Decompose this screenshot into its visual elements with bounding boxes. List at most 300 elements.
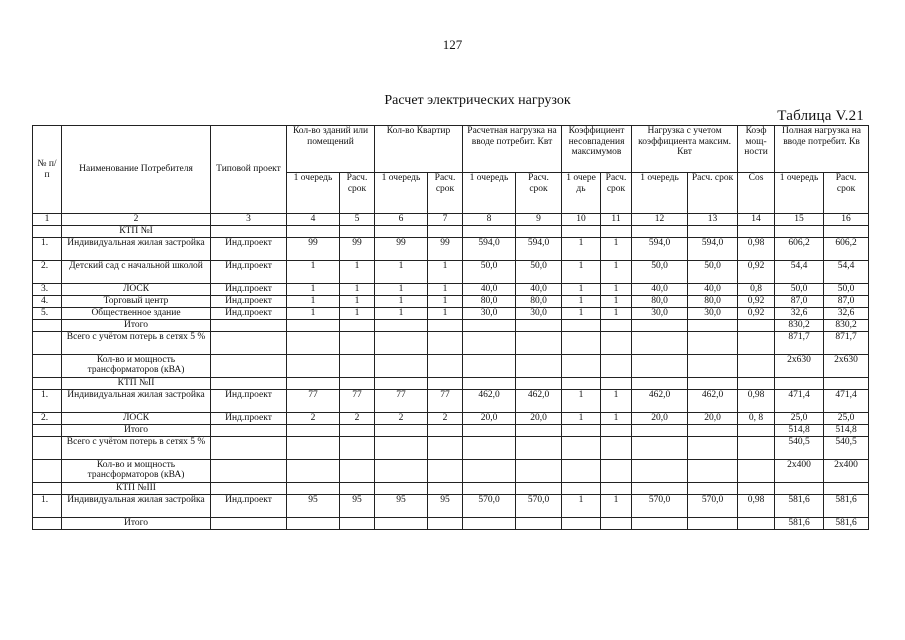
- total-value: 871,7: [775, 331, 824, 354]
- sub-calc: Расч. срок: [340, 173, 375, 214]
- empty-cell: [516, 377, 562, 389]
- empty-cell: [632, 377, 688, 389]
- empty-cell: [211, 377, 287, 389]
- table-cell: 30,0: [516, 307, 562, 319]
- empty-cell: [375, 482, 428, 494]
- empty-cell: [562, 225, 601, 237]
- table-cell: 1: [562, 412, 601, 424]
- empty-cell: [738, 331, 775, 354]
- table-cell: 0,92: [738, 295, 775, 307]
- empty-cell: [738, 354, 775, 377]
- empty-cell: [340, 331, 375, 354]
- empty-cell: [738, 459, 775, 482]
- empty-cell: [428, 424, 463, 436]
- empty-cell: [601, 436, 632, 459]
- table-cell: 594,0: [632, 237, 688, 260]
- table-cell: 2: [375, 412, 428, 424]
- empty-cell: [824, 377, 869, 389]
- empty-cell: [287, 517, 340, 529]
- table-cell: 1.: [33, 237, 62, 260]
- empty-cell: [428, 459, 463, 482]
- total-label: Итого: [62, 424, 211, 436]
- total-label: Итого: [62, 319, 211, 331]
- empty-cell: [562, 482, 601, 494]
- table-caption: Таблица V.21: [777, 108, 864, 124]
- empty-cell: [775, 225, 824, 237]
- sub-calc: Расч. срок: [688, 173, 738, 214]
- table-cell: 77: [340, 389, 375, 412]
- empty-cell: [601, 459, 632, 482]
- table-cell: 1: [562, 295, 601, 307]
- table-cell: 87,0: [824, 295, 869, 307]
- total-value: 830,2: [775, 319, 824, 331]
- header-coef-mismatch: Коэффициент несовпадения максимумов: [562, 126, 632, 173]
- table-cell: 1: [428, 295, 463, 307]
- table-cell: 462,0: [463, 389, 516, 412]
- table-cell: 570,0: [632, 494, 688, 517]
- empty-cell: [516, 459, 562, 482]
- table-cell: 1: [287, 283, 340, 295]
- sub-q1: 1 очере дь: [562, 173, 601, 214]
- table-cell: 0,92: [738, 260, 775, 283]
- total-value: 2x630: [775, 354, 824, 377]
- table-cell: 570,0: [463, 494, 516, 517]
- table-cell: 594,0: [463, 237, 516, 260]
- empty-cell: [516, 436, 562, 459]
- empty-cell: [516, 354, 562, 377]
- column-number-cell: 4: [287, 214, 340, 226]
- column-number-cell: 11: [601, 214, 632, 226]
- empty-cell: [428, 225, 463, 237]
- table-cell: 40,0: [632, 283, 688, 295]
- empty-cell: [375, 354, 428, 377]
- empty-cell: [287, 482, 340, 494]
- empty-cell: [428, 436, 463, 459]
- table-cell: 20,0: [463, 412, 516, 424]
- table-cell: 20,0: [632, 412, 688, 424]
- empty-cell: [516, 319, 562, 331]
- table-cell: 2: [428, 412, 463, 424]
- empty-cell: [775, 482, 824, 494]
- empty-cell: [562, 459, 601, 482]
- empty-cell: [688, 377, 738, 389]
- header-apartments: Кол-во Квартир: [375, 126, 463, 173]
- table-cell: 2.: [33, 260, 62, 283]
- table-cell: 95: [375, 494, 428, 517]
- empty-cell: [463, 225, 516, 237]
- column-number-row: [33, 214, 869, 226]
- table-row: [33, 237, 869, 260]
- empty-cell: [463, 319, 516, 331]
- empty-cell: [340, 517, 375, 529]
- total-row: [33, 459, 869, 482]
- empty-cell: [375, 331, 428, 354]
- section-label: КТП №III: [62, 482, 211, 494]
- header-num: № п/п: [33, 126, 62, 214]
- empty-cell: [340, 319, 375, 331]
- table-cell: 462,0: [632, 389, 688, 412]
- electrical-loads-table: [32, 125, 869, 530]
- total-row: [33, 331, 869, 354]
- table-cell: 1: [562, 260, 601, 283]
- table-row: [33, 307, 869, 319]
- total-row: [33, 319, 869, 331]
- column-number-cell: 1: [33, 214, 62, 226]
- table-cell: 50,0: [824, 283, 869, 295]
- document-title: Расчет электрических нагрузок: [384, 93, 571, 108]
- empty-cell: [340, 436, 375, 459]
- table-cell: 1: [340, 260, 375, 283]
- empty-cell: [738, 517, 775, 529]
- empty-cell: [688, 482, 738, 494]
- empty-cell: [340, 225, 375, 237]
- empty-cell: [287, 436, 340, 459]
- total-value: 871,7: [824, 331, 869, 354]
- empty-cell: [33, 459, 62, 482]
- sub-q1: 1 очередь: [375, 173, 428, 214]
- table-cell: 1: [601, 494, 632, 517]
- empty-cell: [601, 331, 632, 354]
- table-cell: Инд.проект: [211, 307, 287, 319]
- empty-cell: [211, 225, 287, 237]
- empty-cell: [375, 225, 428, 237]
- table-cell: 80,0: [632, 295, 688, 307]
- empty-cell: [211, 319, 287, 331]
- table-cell: 1: [428, 283, 463, 295]
- table-cell: 1: [287, 260, 340, 283]
- table-cell: 99: [375, 237, 428, 260]
- table-cell: 0,8: [738, 283, 775, 295]
- consumer-name: ЛОСК: [62, 283, 211, 295]
- table-cell: Инд.проект: [211, 389, 287, 412]
- empty-cell: [428, 319, 463, 331]
- table-cell: 30,0: [463, 307, 516, 319]
- table-cell: 581,6: [775, 494, 824, 517]
- table-cell: 1: [375, 260, 428, 283]
- header-row: [33, 126, 869, 173]
- empty-cell: [516, 331, 562, 354]
- sub-calc: Расч. срок: [601, 173, 632, 214]
- section-row: [33, 377, 869, 389]
- empty-cell: [211, 331, 287, 354]
- header-name: Наименование Потребителя: [62, 126, 211, 214]
- table-cell: 77: [287, 389, 340, 412]
- sub-calc: Расч. срок: [516, 173, 562, 214]
- table-cell: 1: [340, 295, 375, 307]
- total-value: 540,5: [775, 436, 824, 459]
- total-value: 830,2: [824, 319, 869, 331]
- total-value: 581,6: [824, 517, 869, 529]
- empty-cell: [428, 377, 463, 389]
- empty-cell: [562, 424, 601, 436]
- sub-q1: 1 очередь: [775, 173, 824, 214]
- empty-cell: [632, 319, 688, 331]
- table-cell: 471,4: [775, 389, 824, 412]
- table-cell: 77: [375, 389, 428, 412]
- table-cell: 570,0: [688, 494, 738, 517]
- table-cell: 40,0: [688, 283, 738, 295]
- empty-cell: [463, 424, 516, 436]
- empty-cell: [738, 319, 775, 331]
- header-load-coef: Нагрузка с учетом коэффициента максим. Квт: [632, 126, 738, 173]
- table-cell: 95: [287, 494, 340, 517]
- sub-q1: 1 очередь: [632, 173, 688, 214]
- table-cell: 54,4: [824, 260, 869, 283]
- total-value: 581,6: [775, 517, 824, 529]
- empty-cell: [824, 225, 869, 237]
- total-value: 514,8: [824, 424, 869, 436]
- empty-cell: [428, 482, 463, 494]
- empty-cell: [562, 377, 601, 389]
- table-cell: 40,0: [463, 283, 516, 295]
- table-cell: 1: [562, 307, 601, 319]
- table-cell: 594,0: [688, 237, 738, 260]
- table-cell: 1.: [33, 389, 62, 412]
- empty-cell: [463, 354, 516, 377]
- empty-cell: [632, 331, 688, 354]
- empty-cell: [211, 436, 287, 459]
- empty-cell: [632, 459, 688, 482]
- table-cell: 4.: [33, 295, 62, 307]
- total-row: [33, 436, 869, 459]
- table-cell: 1: [375, 283, 428, 295]
- table-cell: 1: [375, 307, 428, 319]
- table-cell: 95: [428, 494, 463, 517]
- table-cell: 80,0: [688, 295, 738, 307]
- empty-cell: [375, 459, 428, 482]
- consumer-name: Торговый центр: [62, 295, 211, 307]
- table-cell: 32,6: [775, 307, 824, 319]
- table-cell: 0,92: [738, 307, 775, 319]
- table-cell: 1: [428, 260, 463, 283]
- table-cell: Инд.проект: [211, 260, 287, 283]
- empty-cell: [33, 354, 62, 377]
- table-cell: 1: [601, 389, 632, 412]
- header-full-load: Полная нагрузка на вводе потребит. Кв: [775, 126, 869, 173]
- sub-cos: Cos: [738, 173, 775, 214]
- table-cell: 606,2: [775, 237, 824, 260]
- table-cell: 1: [601, 283, 632, 295]
- empty-cell: [375, 517, 428, 529]
- table-cell: 50,0: [632, 260, 688, 283]
- empty-cell: [211, 459, 287, 482]
- sub-calc: Расч. срок: [428, 173, 463, 214]
- empty-cell: [33, 482, 62, 494]
- header-project: Типовой проект: [211, 126, 287, 214]
- empty-cell: [688, 517, 738, 529]
- table-cell: 1: [287, 307, 340, 319]
- column-number-cell: 10: [562, 214, 601, 226]
- table-cell: 581,6: [824, 494, 869, 517]
- column-number-cell: 5: [340, 214, 375, 226]
- column-number-cell: 12: [632, 214, 688, 226]
- column-number-cell: 2: [62, 214, 211, 226]
- empty-cell: [211, 354, 287, 377]
- total-label: Кол-во и мощность трансформаторов (кВА): [62, 354, 211, 377]
- empty-cell: [562, 517, 601, 529]
- empty-cell: [287, 377, 340, 389]
- sub-calc: Расч. срок: [824, 173, 869, 214]
- empty-cell: [738, 424, 775, 436]
- sub-q1: 1 очередь: [463, 173, 516, 214]
- table-cell: 0,98: [738, 389, 775, 412]
- table-cell: 20,0: [688, 412, 738, 424]
- empty-cell: [516, 482, 562, 494]
- empty-cell: [632, 482, 688, 494]
- table-cell: 1: [340, 307, 375, 319]
- table-cell: 1: [428, 307, 463, 319]
- table-row: [33, 389, 869, 412]
- empty-cell: [632, 436, 688, 459]
- empty-cell: [632, 354, 688, 377]
- total-value: 2x630: [824, 354, 869, 377]
- table-cell: Инд.проект: [211, 283, 287, 295]
- consumer-name: Детский сад с начальной школой: [62, 260, 211, 283]
- empty-cell: [601, 319, 632, 331]
- empty-cell: [33, 517, 62, 529]
- empty-cell: [375, 319, 428, 331]
- table-cell: 1: [562, 237, 601, 260]
- empty-cell: [375, 377, 428, 389]
- table-cell: 1: [601, 260, 632, 283]
- empty-cell: [33, 436, 62, 459]
- empty-cell: [601, 482, 632, 494]
- empty-cell: [688, 436, 738, 459]
- table-cell: 462,0: [688, 389, 738, 412]
- empty-cell: [463, 517, 516, 529]
- table-cell: 3.: [33, 283, 62, 295]
- sub-q1: 1 очередь: [287, 173, 340, 214]
- column-number-cell: 14: [738, 214, 775, 226]
- table-cell: 1: [601, 307, 632, 319]
- header-buildings: Кол-во зданий или помещений: [287, 126, 375, 173]
- table-cell: 40,0: [516, 283, 562, 295]
- table-cell: 54,4: [775, 260, 824, 283]
- empty-cell: [287, 225, 340, 237]
- total-value: 2x400: [775, 459, 824, 482]
- table-cell: 0, 8: [738, 412, 775, 424]
- empty-cell: [33, 225, 62, 237]
- empty-cell: [287, 331, 340, 354]
- table-cell: 50,0: [775, 283, 824, 295]
- section-row: [33, 482, 869, 494]
- empty-cell: [601, 517, 632, 529]
- table-row: [33, 494, 869, 517]
- empty-cell: [632, 424, 688, 436]
- empty-cell: [340, 377, 375, 389]
- column-number-cell: 13: [688, 214, 738, 226]
- empty-cell: [516, 225, 562, 237]
- empty-cell: [463, 331, 516, 354]
- table-cell: 20,0: [516, 412, 562, 424]
- empty-cell: [688, 331, 738, 354]
- table-cell: 462,0: [516, 389, 562, 412]
- table-cell: 99: [287, 237, 340, 260]
- table-cell: 2: [340, 412, 375, 424]
- empty-cell: [340, 424, 375, 436]
- empty-cell: [211, 482, 287, 494]
- table-cell: 606,2: [824, 237, 869, 260]
- table-cell: Инд.проект: [211, 237, 287, 260]
- empty-cell: [33, 424, 62, 436]
- empty-cell: [287, 354, 340, 377]
- table-cell: 1: [601, 237, 632, 260]
- empty-cell: [601, 424, 632, 436]
- total-value: 514,8: [775, 424, 824, 436]
- section-label: КТП №II: [62, 377, 211, 389]
- table-cell: 1: [601, 295, 632, 307]
- empty-cell: [211, 424, 287, 436]
- consumer-name: Индивидуальная жилая застройка: [62, 494, 211, 517]
- section-row: [33, 225, 869, 237]
- table-cell: 570,0: [516, 494, 562, 517]
- table-cell: 77: [428, 389, 463, 412]
- empty-cell: [632, 225, 688, 237]
- total-label: Всего с учётом потерь в сетях 5 %: [62, 331, 211, 354]
- total-label: Кол-во и мощность трансформаторов (кВА): [62, 459, 211, 482]
- table-cell: 471,4: [824, 389, 869, 412]
- total-row: [33, 517, 869, 529]
- empty-cell: [688, 354, 738, 377]
- table-cell: 1: [562, 283, 601, 295]
- table-cell: 95: [340, 494, 375, 517]
- column-number-cell: 8: [463, 214, 516, 226]
- column-number-cell: 7: [428, 214, 463, 226]
- column-number-cell: 6: [375, 214, 428, 226]
- empty-cell: [375, 436, 428, 459]
- empty-cell: [287, 319, 340, 331]
- table-cell: 1: [287, 295, 340, 307]
- table-cell: 25,0: [775, 412, 824, 424]
- empty-cell: [463, 482, 516, 494]
- header-calc-load: Расчетная нагрузка на вводе потребит. Квт: [463, 126, 562, 173]
- table-cell: 99: [340, 237, 375, 260]
- column-number-cell: 16: [824, 214, 869, 226]
- header-power-coef: Коэф мощ- ности: [738, 126, 775, 173]
- empty-cell: [33, 331, 62, 354]
- total-row: [33, 354, 869, 377]
- empty-cell: [738, 436, 775, 459]
- table-cell: 30,0: [688, 307, 738, 319]
- empty-cell: [601, 377, 632, 389]
- table-cell: 50,0: [463, 260, 516, 283]
- table-row: [33, 412, 869, 424]
- empty-cell: [688, 459, 738, 482]
- total-label: Всего с учётом потерь в сетях 5 %: [62, 436, 211, 459]
- empty-cell: [33, 377, 62, 389]
- table-cell: 50,0: [516, 260, 562, 283]
- total-label: Итого: [62, 517, 211, 529]
- table-cell: 1: [562, 389, 601, 412]
- table-row: [33, 295, 869, 307]
- empty-cell: [562, 354, 601, 377]
- table-cell: 1: [375, 295, 428, 307]
- table-row: [33, 283, 869, 295]
- empty-cell: [463, 436, 516, 459]
- table-cell: Инд.проект: [211, 412, 287, 424]
- empty-cell: [428, 517, 463, 529]
- table-cell: 0,98: [738, 494, 775, 517]
- empty-cell: [738, 377, 775, 389]
- consumer-name: Индивидуальная жилая застройка: [62, 237, 211, 260]
- empty-cell: [340, 459, 375, 482]
- empty-cell: [562, 319, 601, 331]
- empty-cell: [516, 517, 562, 529]
- empty-cell: [428, 331, 463, 354]
- section-label: КТП №I: [62, 225, 211, 237]
- empty-cell: [340, 354, 375, 377]
- empty-cell: [688, 319, 738, 331]
